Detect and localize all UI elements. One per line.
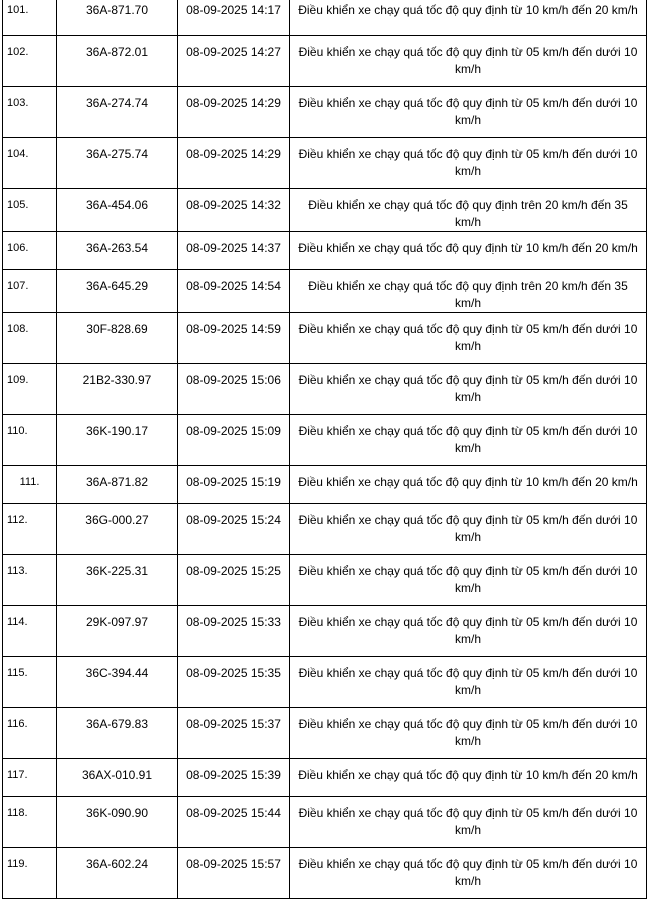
plate-cell: 36A-263.54 xyxy=(57,232,178,270)
plate-cell: 36G-000.27 xyxy=(57,504,178,555)
time-cell: 08-09-2025 15:19 xyxy=(178,466,290,504)
row-number-cell: 108. xyxy=(3,313,57,364)
plate-cell: 36K-225.31 xyxy=(57,555,178,606)
violation-cell: Điều khiển xe chạy quá tốc độ quy định từ 10 km/h đến 20 km/h xyxy=(290,232,647,270)
plate-cell: 36A-679.83 xyxy=(57,708,178,759)
time-cell: 08-09-2025 14:54 xyxy=(178,270,290,313)
violation-cell: Điều khiển xe chạy quá tốc độ quy định từ 05 km/h đến dưới 10 km/h xyxy=(290,364,647,415)
table-row xyxy=(3,189,647,232)
row-number-cell: 110. xyxy=(3,415,57,466)
time-cell: 08-09-2025 15:44 xyxy=(178,797,290,848)
table-row xyxy=(3,657,647,708)
row-number-cell: 117. xyxy=(3,759,57,797)
row-number-cell: 103. xyxy=(3,87,57,138)
table-row xyxy=(3,36,647,87)
time-cell: 08-09-2025 14:27 xyxy=(178,36,290,87)
row-number-cell: 104. xyxy=(3,138,57,189)
plate-cell: 36A-454.06 xyxy=(57,189,178,232)
plate-cell: 30F-828.69 xyxy=(57,313,178,364)
violation-cell: Điều khiển xe chạy quá tốc độ quy định từ 10 km/h đến 20 km/h xyxy=(290,759,647,797)
time-cell: 08-09-2025 14:17 xyxy=(178,0,290,36)
row-number-cell: 119. xyxy=(3,848,57,899)
plate-cell: 36A-872.01 xyxy=(57,36,178,87)
violation-cell: Điều khiển xe chạy quá tốc độ quy định từ 05 km/h đến dưới 10 km/h xyxy=(290,797,647,848)
plate-cell: 36A-871.82 xyxy=(57,466,178,504)
table-row xyxy=(3,466,647,504)
table-row xyxy=(3,759,647,797)
time-cell: 08-09-2025 15:37 xyxy=(178,708,290,759)
violation-cell: Điều khiển xe chạy quá tốc độ quy định từ 10 km/h đến 20 km/h xyxy=(290,466,647,504)
row-number-cell: 116. xyxy=(3,708,57,759)
violation-cell: Điều khiển xe chạy quá tốc độ quy định từ 05 km/h đến dưới 10 km/h xyxy=(290,555,647,606)
plate-cell: 36A-871.70 xyxy=(57,0,178,36)
time-cell: 08-09-2025 15:09 xyxy=(178,415,290,466)
table-row xyxy=(3,232,647,270)
time-cell: 08-09-2025 15:57 xyxy=(178,848,290,899)
plate-cell: 36K-190.17 xyxy=(57,415,178,466)
violation-cell: Điều khiển xe chạy quá tốc độ quy định trên 20 km/h đến 35 km/h xyxy=(290,270,647,313)
table-row xyxy=(3,0,647,36)
table-row xyxy=(3,504,647,555)
time-cell: 08-09-2025 15:06 xyxy=(178,364,290,415)
plate-cell: 36AX-010.91 xyxy=(57,759,178,797)
row-number-cell: 102. xyxy=(3,36,57,87)
row-number-cell: 114. xyxy=(3,606,57,657)
time-cell: 08-09-2025 15:39 xyxy=(178,759,290,797)
row-number-cell: 109. xyxy=(3,364,57,415)
table-row xyxy=(3,313,647,364)
table-row xyxy=(3,797,647,848)
time-cell: 08-09-2025 14:29 xyxy=(178,87,290,138)
violations-table xyxy=(2,0,647,899)
table-row xyxy=(3,270,647,313)
violation-cell: Điều khiển xe chạy quá tốc độ quy định từ 05 km/h đến dưới 10 km/h xyxy=(290,36,647,87)
table-row xyxy=(3,415,647,466)
table-row xyxy=(3,87,647,138)
plate-cell: 29K-097.97 xyxy=(57,606,178,657)
violation-cell: Điều khiển xe chạy quá tốc độ quy định từ 05 km/h đến dưới 10 km/h xyxy=(290,606,647,657)
violations-table-body xyxy=(3,0,647,899)
table-row xyxy=(3,708,647,759)
table-row xyxy=(3,606,647,657)
time-cell: 08-09-2025 14:29 xyxy=(178,138,290,189)
time-cell: 08-09-2025 14:32 xyxy=(178,189,290,232)
violation-cell: Điều khiển xe chạy quá tốc độ quy định từ 05 km/h đến dưới 10 km/h xyxy=(290,138,647,189)
row-number-cell: 113. xyxy=(3,555,57,606)
violation-cell: Điều khiển xe chạy quá tốc độ quy định từ 05 km/h đến dưới 10 km/h xyxy=(290,415,647,466)
table-row xyxy=(3,138,647,189)
time-cell: 08-09-2025 14:37 xyxy=(178,232,290,270)
plate-cell: 36A-602.24 xyxy=(57,848,178,899)
plate-cell: 36A-645.29 xyxy=(57,270,178,313)
plate-cell: 36A-275.74 xyxy=(57,138,178,189)
plate-cell: 36A-274.74 xyxy=(57,87,178,138)
time-cell: 08-09-2025 15:24 xyxy=(178,504,290,555)
violation-cell: Điều khiển xe chạy quá tốc độ quy định từ 05 km/h đến dưới 10 km/h xyxy=(290,708,647,759)
plate-cell: 36K-090.90 xyxy=(57,797,178,848)
table-row xyxy=(3,364,647,415)
row-number-cell: 111. xyxy=(3,466,57,504)
row-number-cell: 115. xyxy=(3,657,57,708)
table-row xyxy=(3,848,647,899)
time-cell: 08-09-2025 15:35 xyxy=(178,657,290,708)
violation-cell: Điều khiển xe chạy quá tốc độ quy định từ 05 km/h đến dưới 10 km/h xyxy=(290,504,647,555)
row-number-cell: 112. xyxy=(3,504,57,555)
violation-cell: Điều khiển xe chạy quá tốc độ quy định từ 05 km/h đến dưới 10 km/h xyxy=(290,657,647,708)
violation-cell: Điều khiển xe chạy quá tốc độ quy định từ 10 km/h đến 20 km/h xyxy=(290,0,647,36)
violation-cell: Điều khiển xe chạy quá tốc độ quy định từ 05 km/h đến dưới 10 km/h xyxy=(290,848,647,899)
plate-cell: 36C-394.44 xyxy=(57,657,178,708)
time-cell: 08-09-2025 15:25 xyxy=(178,555,290,606)
violation-cell: Điều khiển xe chạy quá tốc độ quy định trên 20 km/h đến 35 km/h xyxy=(290,189,647,232)
table-row xyxy=(3,555,647,606)
row-number-cell: 118. xyxy=(3,797,57,848)
plate-cell: 21B2-330.97 xyxy=(57,364,178,415)
row-number-cell: 105. xyxy=(3,189,57,232)
time-cell: 08-09-2025 14:59 xyxy=(178,313,290,364)
time-cell: 08-09-2025 15:33 xyxy=(178,606,290,657)
violation-cell: Điều khiển xe chạy quá tốc độ quy định từ 05 km/h đến dưới 10 km/h xyxy=(290,313,647,364)
row-number-cell: 101. xyxy=(3,0,57,36)
violation-cell: Điều khiển xe chạy quá tốc độ quy định từ 05 km/h đến dưới 10 km/h xyxy=(290,87,647,138)
row-number-cell: 106. xyxy=(3,232,57,270)
row-number-cell: 107. xyxy=(3,270,57,313)
